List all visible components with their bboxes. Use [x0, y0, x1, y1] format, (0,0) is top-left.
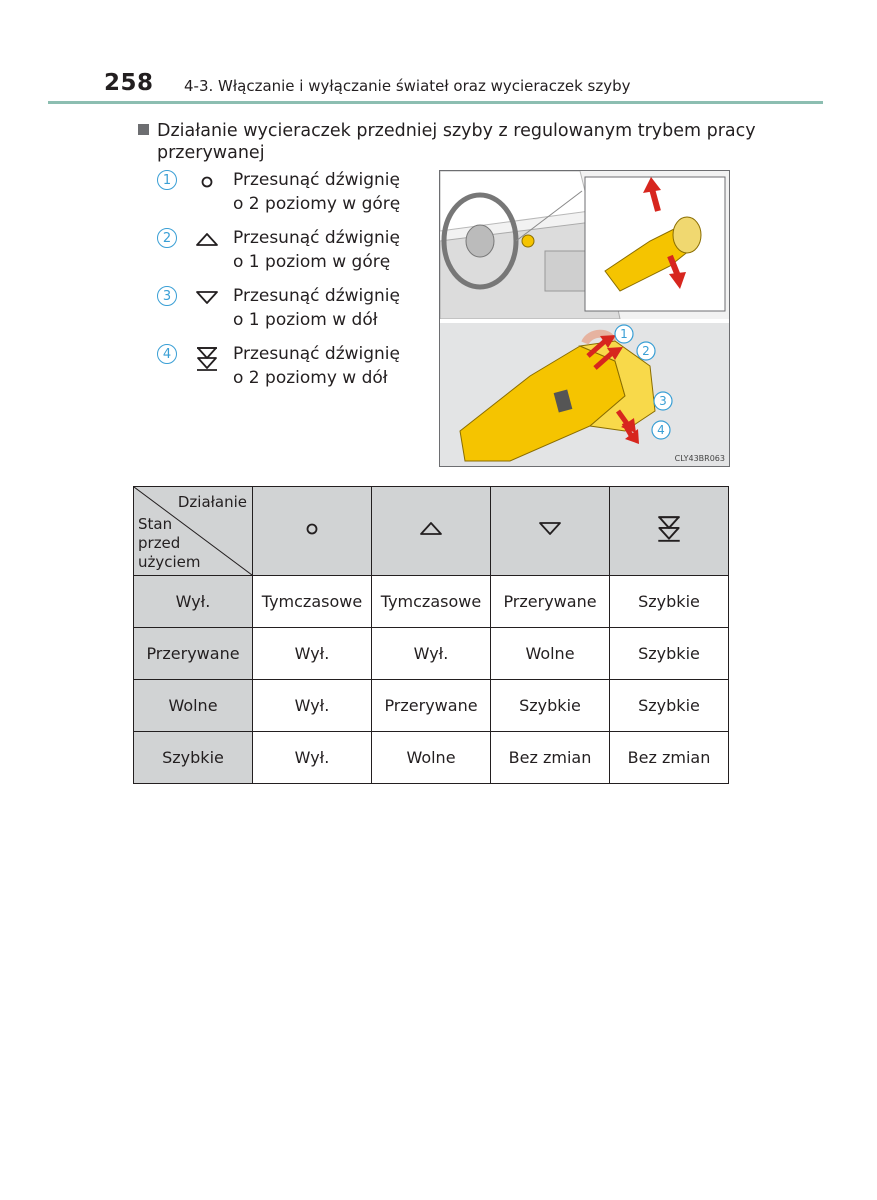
wiper-lever-illustration	[439, 170, 730, 467]
table-cell: Wył.	[372, 628, 491, 680]
table-cell: Przerywane	[372, 680, 491, 732]
table-cell: Szybkie	[610, 680, 729, 732]
section-heading	[138, 120, 758, 164]
step-text-line1: Przesunąć dźwignię	[233, 344, 400, 364]
table-cell: Szybkie	[610, 576, 729, 628]
step-text	[233, 226, 433, 274]
triangle-up-icon	[418, 518, 444, 540]
table-row	[134, 576, 729, 628]
table-row	[134, 680, 729, 732]
figure-label-3: 3	[659, 394, 667, 408]
wiper-mode-table	[133, 486, 729, 784]
row-header: Wolne	[134, 680, 253, 732]
table-header-row	[134, 487, 729, 576]
table-cell: Wolne	[491, 628, 610, 680]
circle-icon	[300, 518, 324, 540]
triangle-down-icon	[537, 518, 563, 540]
section-heading-line1: Działanie wycieraczek przedniej szyby z regulowanym trybem pracy	[157, 121, 756, 141]
figure-label-2: 2	[642, 344, 650, 358]
step-text	[233, 168, 433, 216]
row-header: Przerywane	[134, 628, 253, 680]
column-header-circle	[253, 487, 372, 576]
step-text-line1: Przesunąć dźwignię	[233, 170, 400, 190]
row-header: Szybkie	[134, 732, 253, 784]
step-text-line2: o 2 poziomy w górę	[233, 194, 401, 214]
corner-bottom-line3: użyciem	[138, 553, 201, 571]
double-triangle-down-icon	[656, 514, 682, 544]
step-text-line2: o 2 poziomy w dół	[233, 368, 388, 388]
step-text	[233, 342, 433, 390]
triangle-up-icon	[195, 229, 219, 251]
table-cell: Bez zmian	[491, 732, 610, 784]
square-bullet-icon	[138, 124, 149, 135]
table-cell: Wył.	[253, 680, 372, 732]
table-row	[134, 628, 729, 680]
step-text-line2: o 1 poziom w dół	[233, 310, 378, 330]
table-cell: Szybkie	[610, 628, 729, 680]
step-number: 2	[157, 228, 177, 248]
corner-top-label: Działanie	[177, 493, 247, 511]
step-text	[233, 284, 433, 332]
step-number: 1	[157, 170, 177, 190]
figure-label-1: 1	[620, 327, 628, 341]
chapter-title: 4-3. Włączanie i wyłączanie świateł oraz wycieraczek szyby	[184, 77, 631, 95]
table-cell: Szybkie	[491, 680, 610, 732]
corner-bottom-line2: przed	[138, 534, 181, 552]
step-text-line1: Przesunąć dźwignię	[233, 228, 400, 248]
table-cell: Bez zmian	[610, 732, 729, 784]
corner-bottom-line1: Stan	[138, 515, 173, 533]
table-cell: Przerywane	[491, 576, 610, 628]
circle-icon	[195, 171, 219, 193]
double-triangle-down-icon	[195, 345, 219, 373]
table-corner-cell	[134, 487, 253, 576]
table-cell: Wył.	[253, 732, 372, 784]
table-cell: Wył.	[253, 628, 372, 680]
step-number: 3	[157, 286, 177, 306]
table-cell: Wolne	[372, 732, 491, 784]
table-row	[134, 732, 729, 784]
page-number: 258	[104, 70, 154, 96]
column-header-triangle-up	[372, 487, 491, 576]
column-header-triangle-down	[491, 487, 610, 576]
illustration-drawing	[440, 171, 729, 466]
step-number: 4	[157, 344, 177, 364]
triangle-down-icon	[195, 287, 219, 309]
header-rule	[48, 101, 823, 104]
figure-code: CLY43BR063	[674, 454, 725, 463]
corner-bottom-label	[138, 515, 201, 572]
section-heading-line2: przerywanej	[157, 143, 265, 163]
step-text-line2: o 1 poziom w górę	[233, 252, 391, 272]
table-cell: Tymczasowe	[372, 576, 491, 628]
row-header: Wył.	[134, 576, 253, 628]
step-text-line1: Przesunąć dźwignię	[233, 286, 400, 306]
column-header-double-triangle-down	[610, 487, 729, 576]
table-cell: Tymczasowe	[253, 576, 372, 628]
figure-label-4: 4	[657, 423, 665, 437]
